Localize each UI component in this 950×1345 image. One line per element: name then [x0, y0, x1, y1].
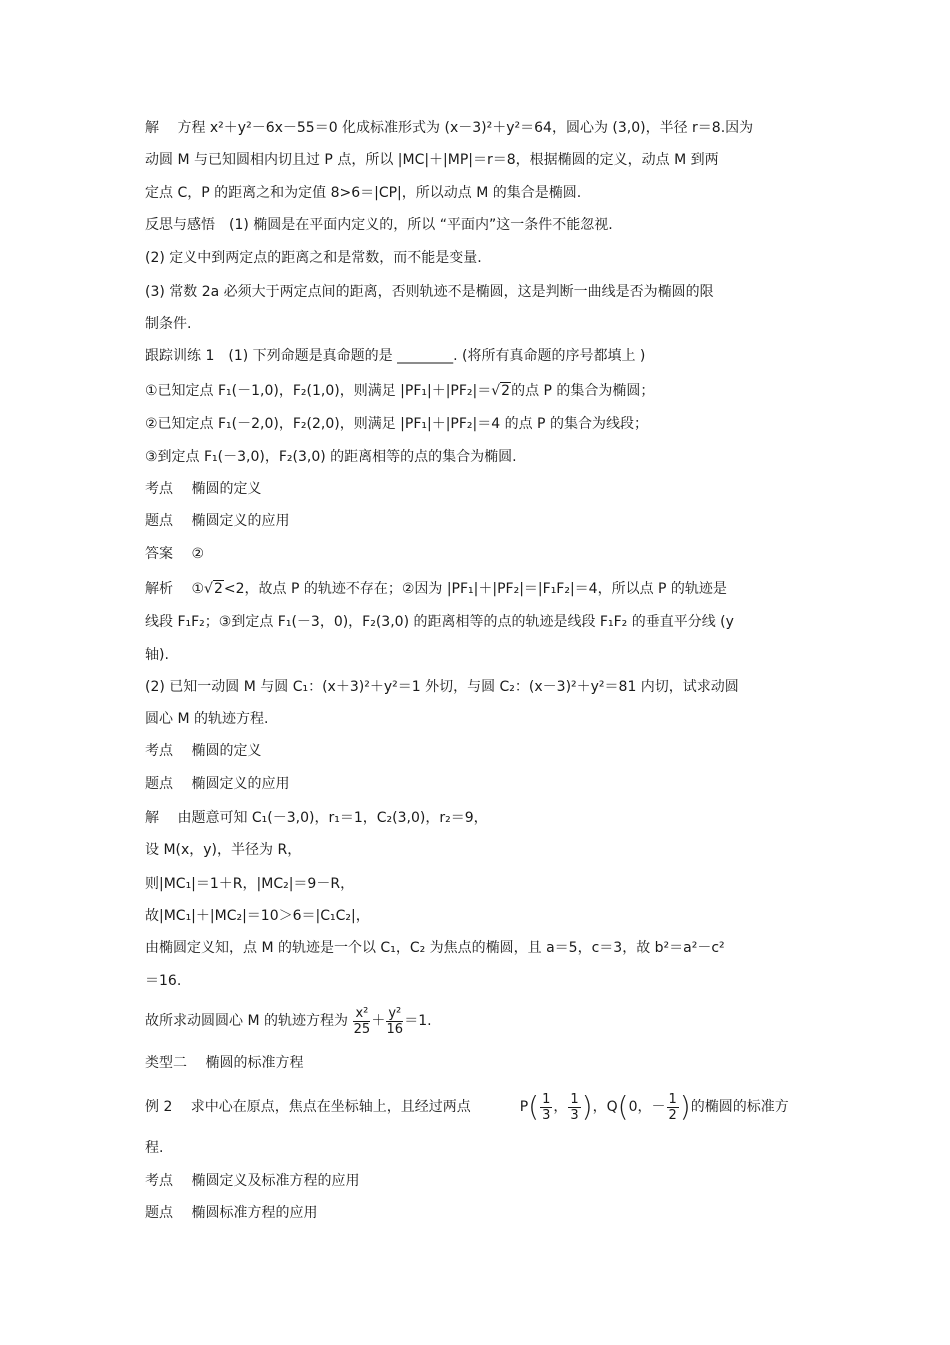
sqrt-symbol: √2 [491, 383, 511, 399]
point-q-label: ，Q [592, 1099, 618, 1115]
numerator: x² [355, 1005, 369, 1021]
exercise-heading: 跟踪训练 1 (1) 下列命题是真命题的是 ________. (将所有真命题的序号都填上 ) [145, 348, 646, 364]
analysis-text-a: 解析 ① [145, 581, 205, 597]
denominator: 3 [542, 1107, 551, 1123]
denominator: 2 [668, 1107, 677, 1123]
q-coord-text: 0，－ [628, 1099, 666, 1115]
numerator: 1 [570, 1091, 579, 1107]
subtopic-line: 题点 椭圆定义的应用 [145, 776, 290, 792]
reflection-line-4: 制条件. [145, 316, 192, 332]
topic-line: 考点 椭圆定义及标准方程的应用 [145, 1173, 360, 1189]
example-2-text-b: 的椭圆的标准方 [690, 1099, 789, 1115]
example-2-text-a: 例 2 求中心在原点，焦点在坐标轴上，且经过两点 [145, 1099, 471, 1115]
solution-line-3: 定点 C，P 的距离之和为定值 8>6＝|CP|，所以动点 M 的集合是椭圆. [145, 185, 582, 201]
example-2-line-2: 程. [145, 1140, 164, 1156]
solution-2-result [145, 1004, 432, 1038]
proposition-2: ②已知定点 F₁(－2,0)，F₂(2,0)，则满足 |PF₁|＋|PF₂|＝4 的点 P 的集合为线段； [145, 416, 648, 432]
topic-line: 考点 椭圆的定义 [145, 481, 262, 497]
proposition-1 [145, 381, 654, 401]
fraction-1-3 [568, 1092, 580, 1123]
plus-sign: ＋ [371, 1013, 386, 1029]
analysis-line-1 [145, 579, 727, 599]
proposition-1-text-b: 的点 P 的集合为椭圆； [511, 383, 655, 399]
sqrt-symbol: √2 [204, 581, 223, 597]
result-text-b: ＝1. [404, 1013, 432, 1029]
numerator: y² [388, 1005, 402, 1021]
denominator: 16 [386, 1021, 404, 1037]
solution-line-1: 解 方程 x²＋y²－6x－55＝0 化成标准形式为 (x－3)²＋y²＝64，圆心为 (3,0)，半径 r＝8.因为 [145, 120, 754, 136]
subtopic-line: 题点 椭圆定义的应用 [145, 513, 290, 529]
solution-2-line-6: ＝16. [145, 973, 182, 989]
proposition-1-text-a: ①已知定点 F₁(－1,0)，F₂(1,0)，则满足 |PF₁|＋|PF₂|＝ [145, 383, 492, 399]
point-p-label: P [519, 1099, 529, 1115]
solution-2-line-2: 设 M(x，y)，半径为 R， [145, 842, 302, 858]
reflection-line-3: (3) 常数 2a 必须大于两定点间的距离，否则轨迹不是椭圆，这是判断一曲线是否为椭圆的限 [145, 284, 714, 300]
fraction-x2-25 [353, 1006, 370, 1037]
section-heading: 类型二 椭圆的标准方程 [145, 1055, 304, 1071]
subtopic-line: 题点 椭圆标准方程的应用 [145, 1205, 318, 1221]
sqrt-radicand: 2 [501, 383, 511, 399]
right-paren: ) [679, 1090, 691, 1123]
problem-2-line-2: 圆心 M 的轨迹方程. [145, 711, 269, 727]
analysis-text-b: <2，故点 P 的轨迹不存在；②因为 |PF₁|＋|PF₂|＝|F₁F₂|＝4，所以点 P 的轨迹是 [223, 581, 727, 597]
answer-line: 答案 ② [145, 546, 205, 562]
result-text-a: 故所求动圆圆心 M 的轨迹方程为 [145, 1013, 348, 1029]
topic-line: 考点 椭圆的定义 [145, 743, 262, 759]
reflection-line-2: (2) 定义中到两定点的距离之和是常数，而不能是变量. [145, 250, 482, 266]
analysis-line-2: 线段 F₁F₂；③到定点 F₁(－3，0)，F₂(3,0) 的距离相等的点的轨迹是线段 F₁F₂ 的垂直平分线 (y [145, 614, 734, 630]
left-paren: ( [528, 1090, 540, 1123]
comma: ， [553, 1099, 568, 1115]
fraction-1-3 [540, 1092, 552, 1123]
numerator: 1 [542, 1091, 551, 1107]
reflection-line-1: 反思与感悟 (1) 椭圆是在平面内定义的，所以 “平面内”这一条件不能忽视. [145, 217, 613, 233]
proposition-3: ③到定点 F₁(－3,0)，F₂(3,0) 的距离相等的点的集合为椭圆. [145, 449, 517, 465]
solution-2-line-1: 解 由题意可知 C₁(－3,0)，r₁＝1，C₂(3,0)，r₂＝9， [145, 810, 488, 826]
solution-line-2: 动圆 M 与已知圆相内切且过 P 点，所以 |MC|＋|MP|＝r＝8，根据椭圆的定义，动点 M 到两 [145, 152, 719, 168]
fraction-1-2 [667, 1092, 679, 1123]
analysis-line-3: 轴). [145, 647, 169, 663]
left-paren: ( [617, 1090, 629, 1123]
denominator: 25 [353, 1021, 371, 1037]
sqrt-radicand: 2 [213, 581, 223, 597]
numerator: 1 [668, 1091, 677, 1107]
example-2-line-1 [145, 1090, 789, 1124]
solution-2-line-4: 故|MC₁|＋|MC₂|＝10＞6＝|C₁C₂|， [145, 908, 370, 924]
denominator: 3 [570, 1107, 579, 1123]
problem-2-line-1: (2) 已知一动圆 M 与圆 C₁：(x＋3)²＋y²＝1 外切，与圆 C₂：(x－3)²＋y²＝81 内切，试求动圆 [145, 679, 739, 695]
solution-2-line-5: 由椭圆定义知，点 M 的轨迹是一个以 C₁，C₂ 为焦点的椭圆，且 a＝5，c＝3，故 b²＝a²－c² [145, 940, 725, 956]
right-paren: ) [581, 1090, 593, 1123]
fraction-y2-16 [386, 1006, 403, 1037]
solution-2-line-3: 则|MC₁|＝1＋R，|MC₂|＝9－R， [145, 876, 355, 892]
